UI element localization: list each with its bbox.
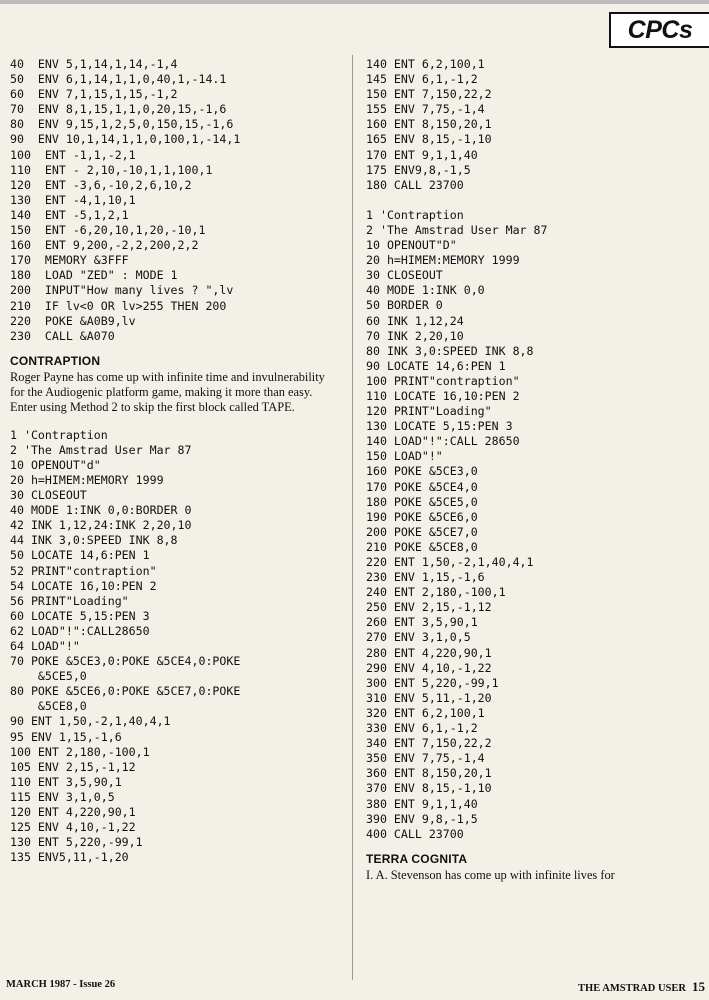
code-line: 200 INPUT"How many lives ? ",lv — [10, 283, 234, 298]
code-line: 210 IF lv<0 OR lv>255 THEN 200 — [10, 298, 227, 313]
code-line: 180 CALL 23700 — [366, 177, 464, 192]
code-line: 30 CLOSEOUT — [10, 488, 87, 503]
code-line: 64 LOAD"!" — [10, 638, 80, 653]
code-line: 130 ENT -4,1,10,1 — [10, 192, 136, 207]
code-line: 380 ENT 9,1,1,40 — [366, 796, 478, 811]
code-line: 20 h=HIMEM:MEMORY 1999 — [366, 253, 520, 268]
code-line: 52 PRINT"contraption" — [10, 563, 157, 578]
code-line: 150 ENT 7,150,22,2 — [366, 87, 492, 102]
code-line: 42 INK 1,12,24:INK 2,20,10 — [10, 518, 192, 533]
code-line: 150 ENT -6,20,10,1,20,-10,1 — [10, 223, 206, 238]
code-line: 200 POKE &5CE7,0 — [366, 524, 478, 539]
code-line: 30 CLOSEOUT — [366, 268, 443, 283]
footer-issue: MARCH 1987 - Issue 26 — [6, 979, 116, 990]
code-line: 300 ENT 5,220,-99,1 — [366, 675, 499, 690]
code-line: 50 LOCATE 14,6:PEN 1 — [10, 548, 150, 563]
contraption-intro: Roger Payne has come up with infinite time and invulnerability for the Audiogenic platform game, making it more than easy. Enter using Method 2 to skip the first block called TAPE. — [10, 369, 325, 415]
terra-cognita-heading: TERRA COGNITA — [366, 851, 468, 866]
code-line: 60 LOCATE 5,15:PEN 3 — [10, 608, 150, 623]
listing-zed-cheat — [10, 57, 342, 344]
code-line: 260 ENT 3,5,90,1 — [366, 615, 478, 630]
code-line: 160 ENT 9,200,-2,2,200,2,2 — [10, 238, 199, 253]
code-line: 230 CALL &A070 — [10, 328, 115, 343]
code-line: 270 ENV 3,1,0,5 — [366, 630, 471, 645]
code-line: 180 LOAD "ZED" : MODE 1 — [10, 268, 178, 283]
code-line: 62 LOAD"!":CALL28650 — [10, 623, 150, 638]
code-line: 1 'Contraption — [366, 207, 464, 222]
contraption-heading: CONTRAPTION — [10, 353, 101, 368]
listing-contraption-method2 — [10, 428, 342, 866]
code-line: 50 BORDER 0 — [366, 298, 443, 313]
code-line: 135 ENV5,11,-1,20 — [10, 850, 129, 865]
code-line: 140 ENT -5,1,2,1 — [10, 207, 129, 222]
code-line: 90 ENT 1,50,-2,1,40,4,1 — [10, 714, 171, 729]
right-column — [366, 57, 701, 895]
code-line: 230 ENV 1,15,-1,6 — [366, 570, 485, 585]
code-line: 115 ENV 3,1,0,5 — [10, 789, 115, 804]
code-line: &5CE5,0 — [10, 669, 87, 684]
top-edge-rule — [0, 0, 709, 4]
code-line: 120 ENT 4,220,90,1 — [10, 805, 136, 820]
code-line: 340 ENT 7,150,22,2 — [366, 736, 492, 751]
page-number: 15 — [692, 979, 705, 994]
code-line: 130 LOCATE 5,15:PEN 3 — [366, 419, 513, 434]
code-line: 170 MEMORY &3FFF — [10, 253, 129, 268]
code-line: 100 PRINT"contraption" — [366, 373, 520, 388]
listing-gap — [366, 193, 701, 208]
code-line: 1 'Contraption — [10, 427, 108, 442]
code-line: 2 'The Amstrad User Mar 87 — [366, 222, 548, 237]
code-line: 220 ENT 1,50,-2,1,40,4,1 — [366, 555, 534, 569]
code-line: 40 MODE 1:INK 0,0:BORDER 0 — [10, 503, 192, 518]
code-line: 165 ENV 8,15,-1,10 — [366, 132, 492, 147]
code-line: 125 ENV 4,10,-1,22 — [10, 820, 136, 835]
code-line: 120 PRINT"Loading" — [366, 404, 492, 419]
column-divider — [352, 55, 353, 980]
code-line: 40 MODE 1:INK 0,0 — [366, 283, 485, 298]
code-line: 70 INK 2,20,10 — [366, 328, 464, 343]
code-line: 100 ENT 2,180,-100,1 — [10, 744, 150, 759]
code-line: 110 ENT 3,5,90,1 — [10, 774, 122, 789]
code-line: 280 ENT 4,220,90,1 — [366, 645, 492, 660]
code-line: 330 ENV 6,1,-1,2 — [366, 721, 478, 736]
code-line: 2 'The Amstrad User Mar 87 — [10, 442, 192, 457]
footer-masthead — [578, 979, 705, 995]
code-line: 70 ENV 8,1,15,1,1,0,20,15,-1,6 — [10, 102, 227, 117]
code-line: 90 ENV 10,1,14,1,1,0,100,1,-14,1 — [10, 132, 241, 147]
code-line: 105 ENV 2,15,-1,12 — [10, 759, 136, 774]
code-line: 290 ENV 4,10,-1,22 — [366, 660, 492, 675]
code-line: 170 ENT 9,1,1,40 — [366, 147, 478, 162]
code-line: 210 POKE &5CE8,0 — [366, 539, 478, 554]
code-line: 80 ENV 9,15,1,2,5,0,150,15,-1,6 — [10, 117, 234, 132]
code-line: 370 ENV 8,15,-1,10 — [366, 781, 492, 796]
code-line: 155 ENV 7,75,-1,4 — [366, 102, 485, 117]
code-line: 175 ENV9,8,-1,5 — [366, 162, 471, 177]
code-line: 60 INK 1,12,24 — [366, 313, 464, 328]
code-line: 390 ENV 9,8,-1,5 — [366, 811, 478, 826]
code-line: 56 PRINT"Loading" — [10, 593, 129, 608]
code-line: 140 LOAD"!":CALL 28650 — [366, 434, 520, 449]
code-line: 130 ENT 5,220,-99,1 — [10, 835, 143, 850]
code-line: 110 LOCATE 16,10:PEN 2 — [366, 388, 520, 403]
code-line: 160 ENT 8,150,20,1 — [366, 117, 492, 132]
code-line: 44 INK 3,0:SPEED INK 8,8 — [10, 533, 178, 548]
code-line: 60 ENV 7,1,15,1,15,-1,2 — [10, 87, 178, 102]
code-line: 150 LOAD"!" — [366, 449, 443, 464]
code-line: 50 ENV 6,1,14,1,1,0,40,1,-14.1 — [10, 72, 227, 87]
code-line: 190 POKE &5CE6,0 — [366, 509, 478, 524]
code-line: 120 ENT -3,6,-10,2,6,10,2 — [10, 177, 192, 192]
code-line: 310 ENV 5,11,-1,20 — [366, 690, 492, 705]
code-line: 110 ENT - 2,10,-10,1,1,100,1 — [10, 162, 213, 177]
code-line: 170 POKE &5CE4,0 — [366, 479, 478, 494]
code-line: &5CE8,0 — [10, 699, 87, 714]
code-line: 10 OPENOUT"d" — [10, 457, 101, 472]
code-line: 54 LOCATE 16,10:PEN 2 — [10, 578, 157, 593]
listing-continued — [366, 57, 701, 193]
terra-cognita-intro: I. A. Stevenson has come up with infinite lives for — [366, 867, 615, 882]
code-line: 360 ENT 8,150,20,1 — [366, 766, 492, 781]
code-line: 90 LOCATE 14,6:PEN 1 — [366, 358, 506, 373]
code-line: 160 POKE &5CE3,0 — [366, 464, 478, 479]
code-line: 100 ENT -1,1,-2,1 — [10, 147, 136, 162]
footer-magazine: THE AMSTRAD USER — [578, 983, 686, 994]
code-line: 140 ENT 6,2,100,1 — [366, 57, 485, 71]
code-line: 400 CALL 23700 — [366, 826, 464, 841]
code-line: 145 ENV 6,1,-1,2 — [366, 72, 478, 87]
code-line: 180 POKE &5CE5,0 — [366, 494, 478, 509]
code-line: 95 ENV 1,15,-1,6 — [10, 729, 122, 744]
code-line: 70 POKE &5CE3,0:POKE &5CE4,0:POKE — [10, 654, 241, 669]
code-line: 80 INK 3,0:SPEED INK 8,8 — [366, 343, 534, 358]
code-line: 220 POKE &A0B9,lv — [10, 313, 136, 328]
code-line: 250 ENV 2,15,-1,12 — [366, 600, 492, 615]
listing-contraption-full — [366, 208, 701, 842]
code-line: 350 ENV 7,75,-1,4 — [366, 751, 485, 766]
code-line: 80 POKE &5CE6,0:POKE &5CE7,0:POKE — [10, 684, 241, 699]
code-line: 240 ENT 2,180,-100,1 — [366, 585, 506, 600]
code-line: 40 ENV 5,1,14,1,14,-1,4 — [10, 57, 178, 71]
code-line: 20 h=HIMEM:MEMORY 1999 — [10, 472, 164, 487]
left-column — [10, 57, 342, 865]
section-banner — [609, 12, 709, 48]
section-label: CPCs — [627, 15, 693, 44]
code-line: 10 OPENOUT"D" — [366, 238, 457, 253]
code-line: 320 ENT 6,2,100,1 — [366, 705, 485, 720]
